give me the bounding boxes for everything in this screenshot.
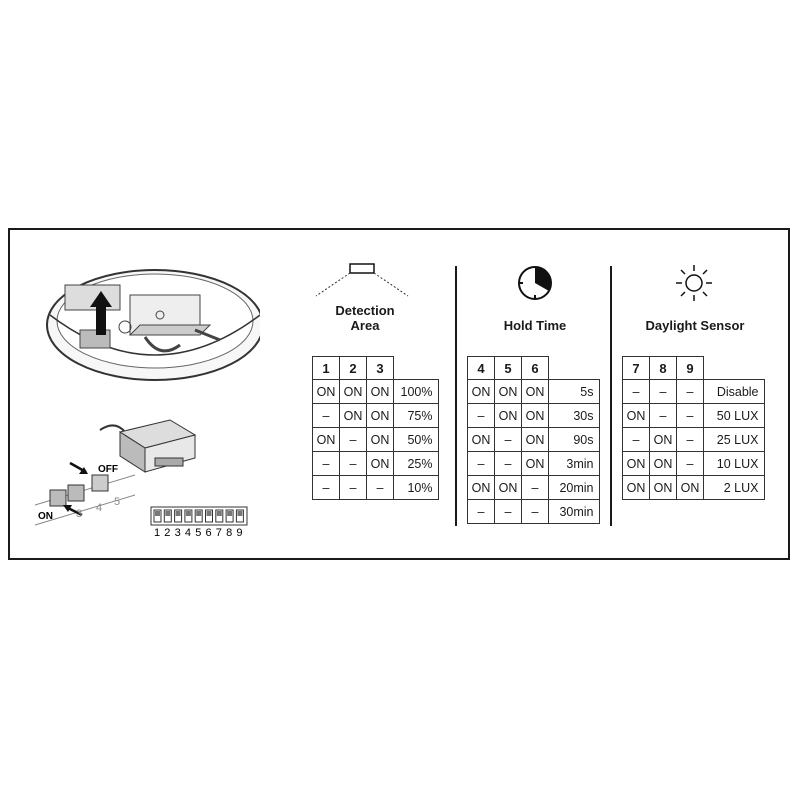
switch-state: ON bbox=[677, 476, 704, 500]
switch-header: 8 bbox=[650, 357, 677, 380]
table-header-row bbox=[313, 357, 439, 380]
setting-value: 5s bbox=[549, 380, 600, 404]
table-row bbox=[468, 476, 600, 500]
setting-value: 20min bbox=[549, 476, 600, 500]
setting-value: Disable bbox=[704, 380, 765, 404]
setting-value: 90s bbox=[549, 428, 600, 452]
dip-switch-knob bbox=[155, 511, 160, 516]
switch-header: 7 bbox=[623, 357, 650, 380]
dip-number: 7 bbox=[215, 527, 222, 538]
switch-state: ON bbox=[367, 452, 394, 476]
switch-state: ON bbox=[522, 428, 549, 452]
dip-number: 2 bbox=[164, 527, 171, 538]
switch-state: – bbox=[468, 404, 495, 428]
switch-state: – bbox=[367, 476, 394, 500]
switch-state: – bbox=[468, 452, 495, 476]
switch-header: 9 bbox=[677, 357, 704, 380]
dip-switch-knob bbox=[227, 511, 232, 516]
setting-value: 100% bbox=[394, 380, 439, 404]
dip-switch-knob bbox=[196, 511, 201, 516]
switch-state: – bbox=[677, 404, 704, 428]
switch-state: – bbox=[522, 500, 549, 524]
setting-value: 25% bbox=[394, 452, 439, 476]
table-row bbox=[468, 500, 600, 524]
switch-state: ON bbox=[468, 476, 495, 500]
dip-number: 1 bbox=[154, 527, 161, 538]
table-row bbox=[623, 428, 765, 452]
header-blank bbox=[704, 357, 765, 380]
switch-state: ON bbox=[313, 428, 340, 452]
switch-header: 3 bbox=[367, 357, 394, 380]
setting-value: 50% bbox=[394, 428, 439, 452]
switch-state: – bbox=[677, 452, 704, 476]
ceiling-sensor-icon bbox=[310, 262, 415, 302]
switch-state: ON bbox=[340, 380, 367, 404]
table-row bbox=[313, 428, 439, 452]
switch-state: – bbox=[677, 428, 704, 452]
switch-header: 1 bbox=[313, 357, 340, 380]
setting-value: 10 LUX bbox=[704, 452, 765, 476]
dip-number: 8 bbox=[226, 527, 233, 538]
on-label: ON bbox=[38, 511, 53, 522]
switch-state: ON bbox=[367, 428, 394, 452]
switch-state: – bbox=[495, 500, 522, 524]
daylight-sensor-table bbox=[622, 356, 765, 500]
switch-state: ON bbox=[522, 380, 549, 404]
dip-switch-knob bbox=[217, 511, 222, 516]
dip-number: 4 bbox=[184, 527, 192, 538]
switch-state: ON bbox=[623, 452, 650, 476]
switch-state: – bbox=[340, 428, 367, 452]
switch-header: 2 bbox=[340, 357, 367, 380]
table-header-row bbox=[623, 357, 765, 380]
switch-state: ON bbox=[495, 404, 522, 428]
table-row bbox=[623, 476, 765, 500]
table-row bbox=[623, 452, 765, 476]
divider bbox=[455, 266, 457, 526]
switch-state: – bbox=[495, 428, 522, 452]
setting-value: 10% bbox=[394, 476, 439, 500]
table-row bbox=[313, 380, 439, 404]
table-row bbox=[623, 380, 765, 404]
divider bbox=[610, 266, 612, 526]
dip-switch-knob bbox=[176, 511, 181, 516]
switch-state: ON bbox=[367, 380, 394, 404]
switch-state: ON bbox=[650, 428, 677, 452]
dip-number: 5 bbox=[195, 527, 202, 538]
title-line: Detection bbox=[335, 303, 395, 318]
dip-switch-knob bbox=[237, 511, 242, 516]
switch-state: – bbox=[650, 380, 677, 404]
dip-number: 6 bbox=[205, 527, 212, 538]
switch-state: – bbox=[650, 404, 677, 428]
dip-switch-knob bbox=[165, 511, 170, 516]
off-arrow-icon bbox=[70, 463, 88, 474]
header-blank bbox=[549, 357, 600, 380]
switch-header: 5 bbox=[495, 357, 522, 380]
timer-icon bbox=[515, 263, 555, 303]
switch-state: ON bbox=[495, 380, 522, 404]
table-row bbox=[468, 452, 600, 476]
switch-state: ON bbox=[522, 404, 549, 428]
switch-number: 4 bbox=[96, 502, 103, 514]
switch-state: ON bbox=[367, 404, 394, 428]
dip-number: 9 bbox=[236, 527, 243, 538]
header-blank bbox=[394, 357, 439, 380]
dip-switch-9 bbox=[150, 506, 250, 538]
switch-state: – bbox=[340, 452, 367, 476]
setting-value: 50 LUX bbox=[704, 404, 765, 428]
table-row bbox=[468, 380, 600, 404]
dip-switch-detail bbox=[30, 455, 140, 535]
switch-state: ON bbox=[623, 404, 650, 428]
setting-value: 30s bbox=[549, 404, 600, 428]
table-row bbox=[313, 452, 439, 476]
switch-state: – bbox=[623, 428, 650, 452]
switch-state: ON bbox=[313, 380, 340, 404]
switch-state: – bbox=[623, 380, 650, 404]
switch-state: ON bbox=[468, 380, 495, 404]
setting-value: 25 LUX bbox=[704, 428, 765, 452]
switch-header: 4 bbox=[468, 357, 495, 380]
fixture-illustration bbox=[20, 255, 260, 395]
dip-number: 3 bbox=[174, 527, 181, 538]
switch-state: ON bbox=[522, 452, 549, 476]
detection-area-table bbox=[312, 356, 439, 500]
table-row bbox=[313, 476, 439, 500]
switch-state: – bbox=[340, 476, 367, 500]
switch-state: – bbox=[313, 476, 340, 500]
table-row bbox=[313, 404, 439, 428]
sun-icon bbox=[673, 262, 715, 304]
switch-state: – bbox=[495, 452, 522, 476]
switch-state: ON bbox=[650, 476, 677, 500]
switch-state: ON bbox=[340, 404, 367, 428]
setting-value: 2 LUX bbox=[704, 476, 765, 500]
table-header-row bbox=[468, 357, 600, 380]
dip-switch-knob bbox=[207, 511, 212, 516]
switch-state: ON bbox=[468, 428, 495, 452]
dip-switch-knob bbox=[186, 511, 191, 516]
switch-number: 5 bbox=[114, 496, 121, 508]
switch-state: ON bbox=[495, 476, 522, 500]
switch-number: 3 bbox=[76, 508, 83, 520]
table-row bbox=[468, 404, 600, 428]
switch-state: – bbox=[313, 452, 340, 476]
table-row bbox=[623, 404, 765, 428]
switch-state: – bbox=[468, 500, 495, 524]
detection-area-title bbox=[310, 303, 420, 333]
switch-state: ON bbox=[623, 476, 650, 500]
switch-state: ON bbox=[650, 452, 677, 476]
switch-state: – bbox=[522, 476, 549, 500]
title-line: Area bbox=[350, 318, 380, 333]
hold-time-title: Hold Time bbox=[503, 318, 567, 333]
setting-value: 3min bbox=[549, 452, 600, 476]
off-label: OFF bbox=[98, 464, 118, 475]
switch-state: – bbox=[677, 380, 704, 404]
daylight-sensor-title: Daylight Sensor bbox=[645, 318, 745, 333]
table-row bbox=[468, 428, 600, 452]
switch-state: – bbox=[313, 404, 340, 428]
setting-value: 30min bbox=[549, 500, 600, 524]
setting-value: 75% bbox=[394, 404, 439, 428]
hold-time-table bbox=[467, 356, 600, 524]
switch-header: 6 bbox=[522, 357, 549, 380]
